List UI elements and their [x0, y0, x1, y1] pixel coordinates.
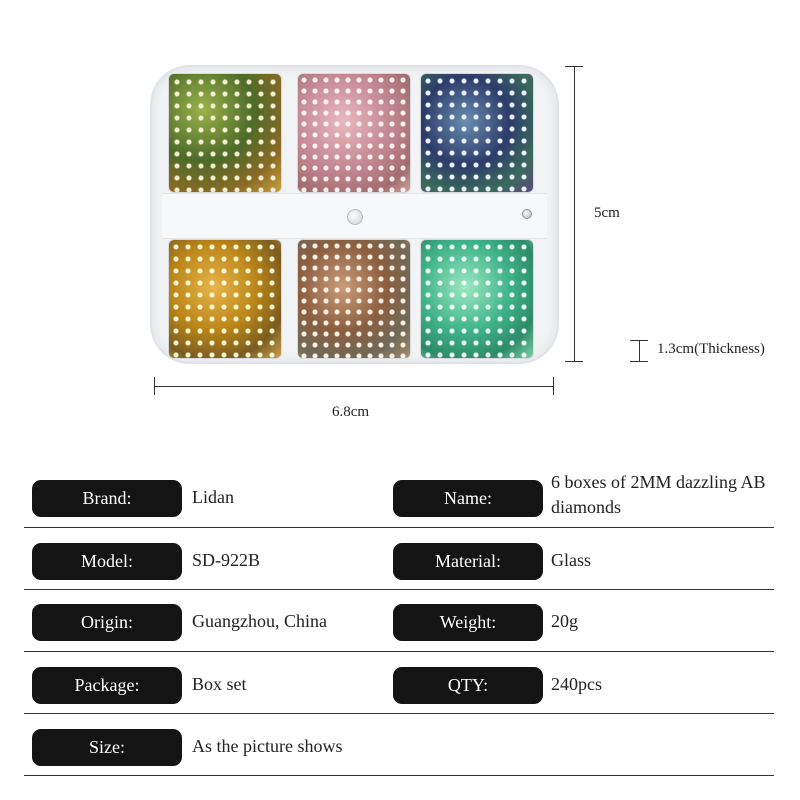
height-label: 5cm: [594, 205, 620, 221]
compartment-green-ab: [420, 239, 534, 359]
spec-row-model: [24, 527, 774, 590]
compartment-bronze-ab: [297, 239, 411, 359]
width-label: 6.8cm: [332, 404, 370, 420]
width-dimension-line: [155, 386, 553, 387]
rhinestone-tray-image: [150, 65, 559, 364]
spec-row-brand: [24, 465, 774, 528]
spec-value: Glass: [551, 550, 591, 570]
spec-value: As the picture shows: [192, 736, 343, 756]
width-dimension-cap-right: [553, 377, 554, 395]
spec-label-pill: Model:: [32, 543, 182, 580]
height-dimension-line: [574, 66, 575, 361]
thickness-icon: [630, 340, 648, 362]
spec-label-pill: Package:: [32, 667, 182, 704]
compartment-blue-ab: [420, 73, 534, 193]
height-dimension-cap-top: [565, 66, 583, 67]
spec-value: 20g: [551, 611, 578, 631]
spec-label-pill: QTY:: [393, 667, 543, 704]
spec-value: Box set: [192, 674, 247, 694]
height-dimension-cap-bottom: [565, 361, 583, 362]
spec-row-package: [24, 651, 774, 714]
tray-knob-small: [522, 209, 532, 219]
spec-row-size: [24, 713, 774, 776]
spec-label-pill: Material:: [393, 543, 543, 580]
spec-value: Guangzhou, China: [192, 611, 327, 631]
spec-value: Lidan: [192, 487, 234, 507]
spec-row-origin: [24, 589, 774, 652]
spec-label-pill: Size:: [32, 729, 182, 766]
spec-label-pill: Origin:: [32, 604, 182, 641]
tray-knob: [347, 209, 363, 225]
compartment-pink-ab: [297, 73, 411, 193]
spec-value: 240pcs: [551, 674, 602, 694]
compartment-gold-ab: [168, 239, 282, 359]
spec-value: SD-922B: [192, 550, 261, 570]
compartment-olive-ab: [168, 73, 282, 193]
spec-label-pill: Name:: [393, 480, 543, 517]
width-dimension-cap-left: [154, 377, 155, 395]
spec-value: 6 boxes of 2MM dazzling AB diamonds: [551, 472, 766, 517]
spec-label-pill: Weight:: [393, 604, 543, 641]
thickness-label: 1.3cm(Thickness): [657, 341, 765, 357]
spec-label-pill: Brand:: [32, 480, 182, 517]
